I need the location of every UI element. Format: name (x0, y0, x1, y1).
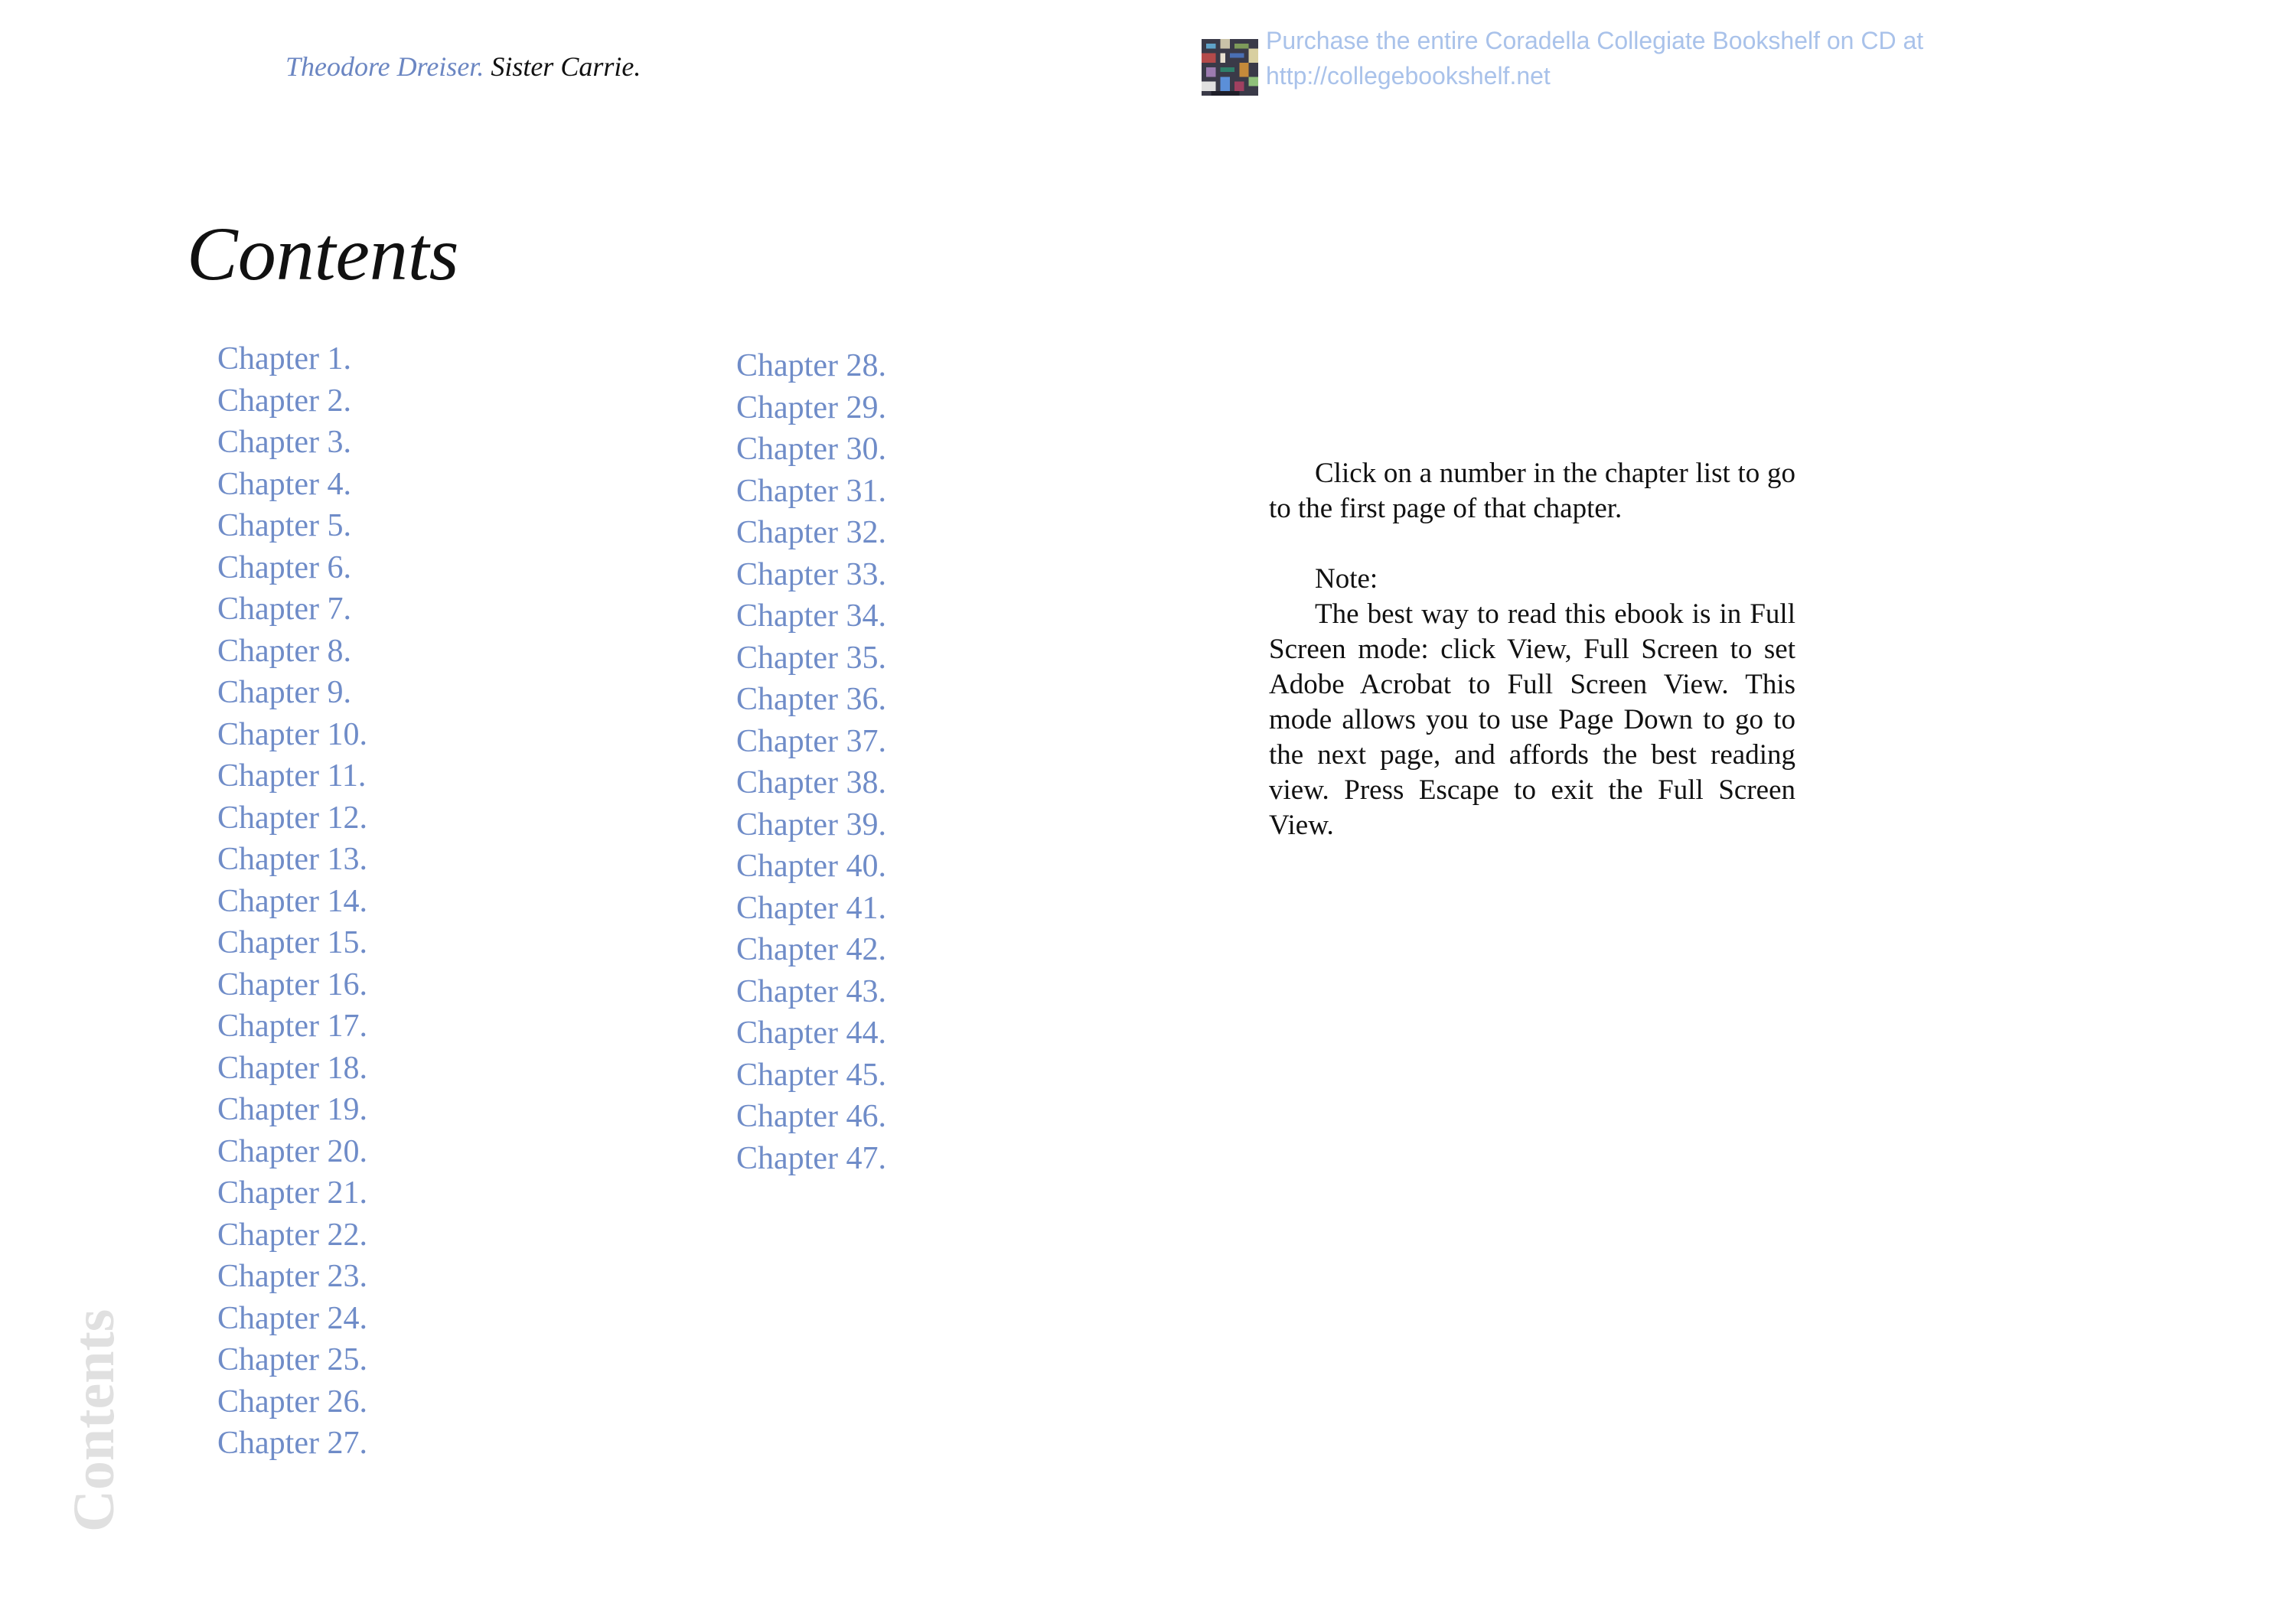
chapter-link-20[interactable]: Chapter 20. (217, 1133, 367, 1169)
chapter-link-18[interactable]: Chapter 18. (217, 1050, 367, 1086)
chapter-link-40[interactable]: Chapter 40. (736, 849, 886, 884)
chapter-link-41[interactable]: Chapter 41. (736, 890, 886, 926)
chapter-link-33[interactable]: Chapter 33. (736, 556, 886, 592)
chapter-link-19[interactable]: Chapter 19. (217, 1092, 367, 1127)
chapter-link-45[interactable]: Chapter 45. (736, 1057, 886, 1093)
chapter-link-7[interactable]: Chapter 7. (217, 592, 351, 627)
chapter-link-23[interactable]: Chapter 23. (217, 1259, 367, 1294)
chapter-link-39[interactable]: Chapter 39. (736, 807, 886, 843)
note-paragraph: The best way to read this ebook is in Full Screen mode: click View, Full Screen to set Adobe Acrobat to Full Screen View. This mode allows you to use Page Down to go to the next page, and affords the best reading view. Press Escape to exit the Full Screen View. (1269, 598, 1795, 841)
header-book-title: Sister Carrie. (491, 51, 641, 82)
chapter-link-37[interactable]: Chapter 37. (736, 723, 886, 759)
chapter-link-42[interactable]: Chapter 42. (736, 932, 886, 967)
chapter-link-16[interactable]: Chapter 16. (217, 966, 367, 1002)
chapter-link-32[interactable]: Chapter 32. (736, 515, 886, 550)
side-section-label: Contents (62, 1309, 126, 1532)
promo-text[interactable] (1266, 23, 1923, 93)
chapter-link-35[interactable]: Chapter 35. (736, 640, 886, 676)
chapter-link-14[interactable]: Chapter 14. (217, 883, 367, 919)
running-header (285, 51, 641, 83)
chapter-link-44[interactable]: Chapter 44. (736, 1015, 886, 1051)
chapter-link-2[interactable]: Chapter 2. (217, 383, 351, 419)
chapter-link-26[interactable]: Chapter 26. (217, 1384, 367, 1420)
chapter-link-6[interactable]: Chapter 6. (217, 549, 351, 585)
chapter-link-1[interactable]: Chapter 1. (217, 341, 351, 376)
chapter-link-9[interactable]: Chapter 9. (217, 675, 351, 710)
chapter-link-10[interactable]: Chapter 10. (217, 716, 367, 752)
header-author: Theodore Dreiser. (285, 51, 484, 82)
promo-link[interactable] (1202, 23, 1923, 96)
chapter-link-4[interactable]: Chapter 4. (217, 466, 351, 502)
book-cover-icon (1202, 38, 1258, 96)
chapter-link-28[interactable]: Chapter 28. (736, 348, 886, 383)
instructions-block (1269, 456, 1795, 843)
chapter-list-column-2 (736, 345, 886, 1179)
page-title: Contents (187, 211, 459, 296)
promo-url[interactable]: http://collegebookshelf.net (1266, 62, 1551, 90)
chapter-link-47[interactable]: Chapter 47. (736, 1140, 886, 1176)
chapter-link-24[interactable]: Chapter 24. (217, 1300, 367, 1336)
chapter-link-34[interactable]: Chapter 34. (736, 598, 886, 634)
chapter-list-column-1 (217, 338, 367, 1465)
instructions-paragraph: Click on a number in the chapter list to go to the first page of that chapter. (1269, 458, 1795, 524)
chapter-link-31[interactable]: Chapter 31. (736, 473, 886, 509)
chapter-link-21[interactable]: Chapter 21. (217, 1175, 367, 1211)
chapter-link-46[interactable]: Chapter 46. (736, 1099, 886, 1134)
chapter-link-3[interactable]: Chapter 3. (217, 425, 351, 460)
chapter-link-17[interactable]: Chapter 17. (217, 1009, 367, 1044)
chapter-link-5[interactable]: Chapter 5. (217, 508, 351, 543)
chapter-link-29[interactable]: Chapter 29. (736, 390, 886, 425)
chapter-link-25[interactable]: Chapter 25. (217, 1342, 367, 1377)
chapter-link-36[interactable]: Chapter 36. (736, 682, 886, 717)
chapter-link-11[interactable]: Chapter 11. (217, 758, 367, 794)
chapter-link-43[interactable]: Chapter 43. (736, 973, 886, 1009)
promo-line-1[interactable]: Purchase the entire Coradella Collegiate Bookshelf on CD at (1266, 27, 1924, 54)
note-heading: Note: (1315, 563, 1378, 595)
chapter-link-22[interactable]: Chapter 22. (217, 1217, 367, 1253)
chapter-link-15[interactable]: Chapter 15. (217, 925, 367, 960)
chapter-link-13[interactable]: Chapter 13. (217, 842, 367, 877)
chapter-link-8[interactable]: Chapter 8. (217, 633, 351, 669)
chapter-link-30[interactable]: Chapter 30. (736, 432, 886, 467)
chapter-link-27[interactable]: Chapter 27. (217, 1426, 367, 1461)
chapter-link-38[interactable]: Chapter 38. (736, 765, 886, 800)
chapter-link-12[interactable]: Chapter 12. (217, 800, 367, 836)
